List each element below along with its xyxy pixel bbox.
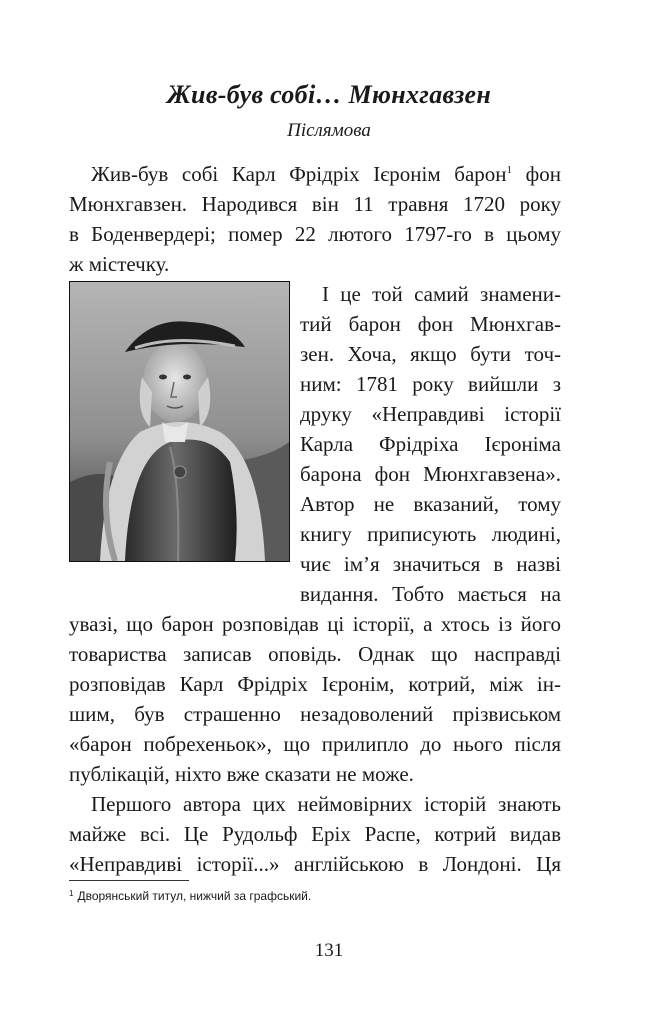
- footnote: [69, 889, 311, 903]
- body-line-1: [91, 164, 561, 185]
- body-line-17: товариства записав оповідь. Однак що насправді: [69, 642, 561, 666]
- chapter-title: Жив-був собі… Мюнхгавзен: [166, 80, 492, 109]
- footnote-marker: 1: [69, 889, 74, 898]
- body-line-12: Автор не вказаний, тому: [300, 492, 561, 516]
- body-line-5: І це той самий знамени-: [322, 282, 561, 306]
- body-line-20: «барон побрехеньок», що прилипло до нього після: [69, 732, 561, 756]
- portrait-image: [69, 281, 290, 562]
- body-line-11: барона фон Мюнхгавзена».: [300, 462, 561, 486]
- body-line-24: «Неправдиві історії...» англійською в Лондоні. Ця: [69, 852, 561, 876]
- body-line-10: Карла Фрідріха Ієроніма: [300, 432, 561, 456]
- body-line-22: Першого автора цих неймовірних історій знають: [91, 792, 561, 816]
- body-line-19: шим, був страшенно незадоволений прізвиськом: [69, 702, 561, 726]
- body-line-13: книгу приписують людині,: [300, 522, 561, 546]
- body-line-14: чиє ім’я значиться в назві: [300, 552, 561, 576]
- page-number: 131: [314, 940, 344, 961]
- body-line-1-text: Жив-був собі Карл Фрідріх Ієронім барон: [91, 162, 507, 186]
- body-line-2: Мюнхгавзен. Народився він 11 травня 1720 року: [69, 192, 561, 216]
- body-line-3: в Боденвердері; помер 22 лютого 1797-го в цьому: [69, 222, 561, 246]
- body-line-1-end: фон: [525, 162, 561, 186]
- body-line-6: тий барон фон Мюнхгав-: [300, 312, 561, 336]
- chapter-subtitle: Післямова: [287, 120, 371, 141]
- body-line-21: публікацій, ніхто вже сказати не може.: [69, 762, 414, 786]
- body-line-4: ж містечку.: [69, 252, 170, 276]
- footnote-ref[interactable]: 1: [506, 164, 513, 176]
- body-line-8: ним: 1781 року вийшли з: [300, 372, 561, 396]
- body-line-18: розповідав Карл Фрідріх Ієронім, котрий, між ін-: [69, 672, 561, 696]
- body-line-9: друку «Неправдиві історії: [300, 402, 561, 426]
- body-line-23: майже всі. Це Рудольф Еріх Распе, котрий видав: [69, 822, 561, 846]
- portrait-illustration-icon: [70, 282, 289, 561]
- body-line-16: увазі, що барон розповідав ці історії, а хтось із його: [69, 612, 561, 636]
- body-line-15: видання. Тобто мається на: [300, 582, 561, 606]
- footnote-text: Дворянський титул, нижчий за графський.: [77, 889, 312, 903]
- body-line-7: зен. Хоча, якщо бути точ-: [300, 342, 561, 366]
- footnote-divider: [69, 880, 189, 881]
